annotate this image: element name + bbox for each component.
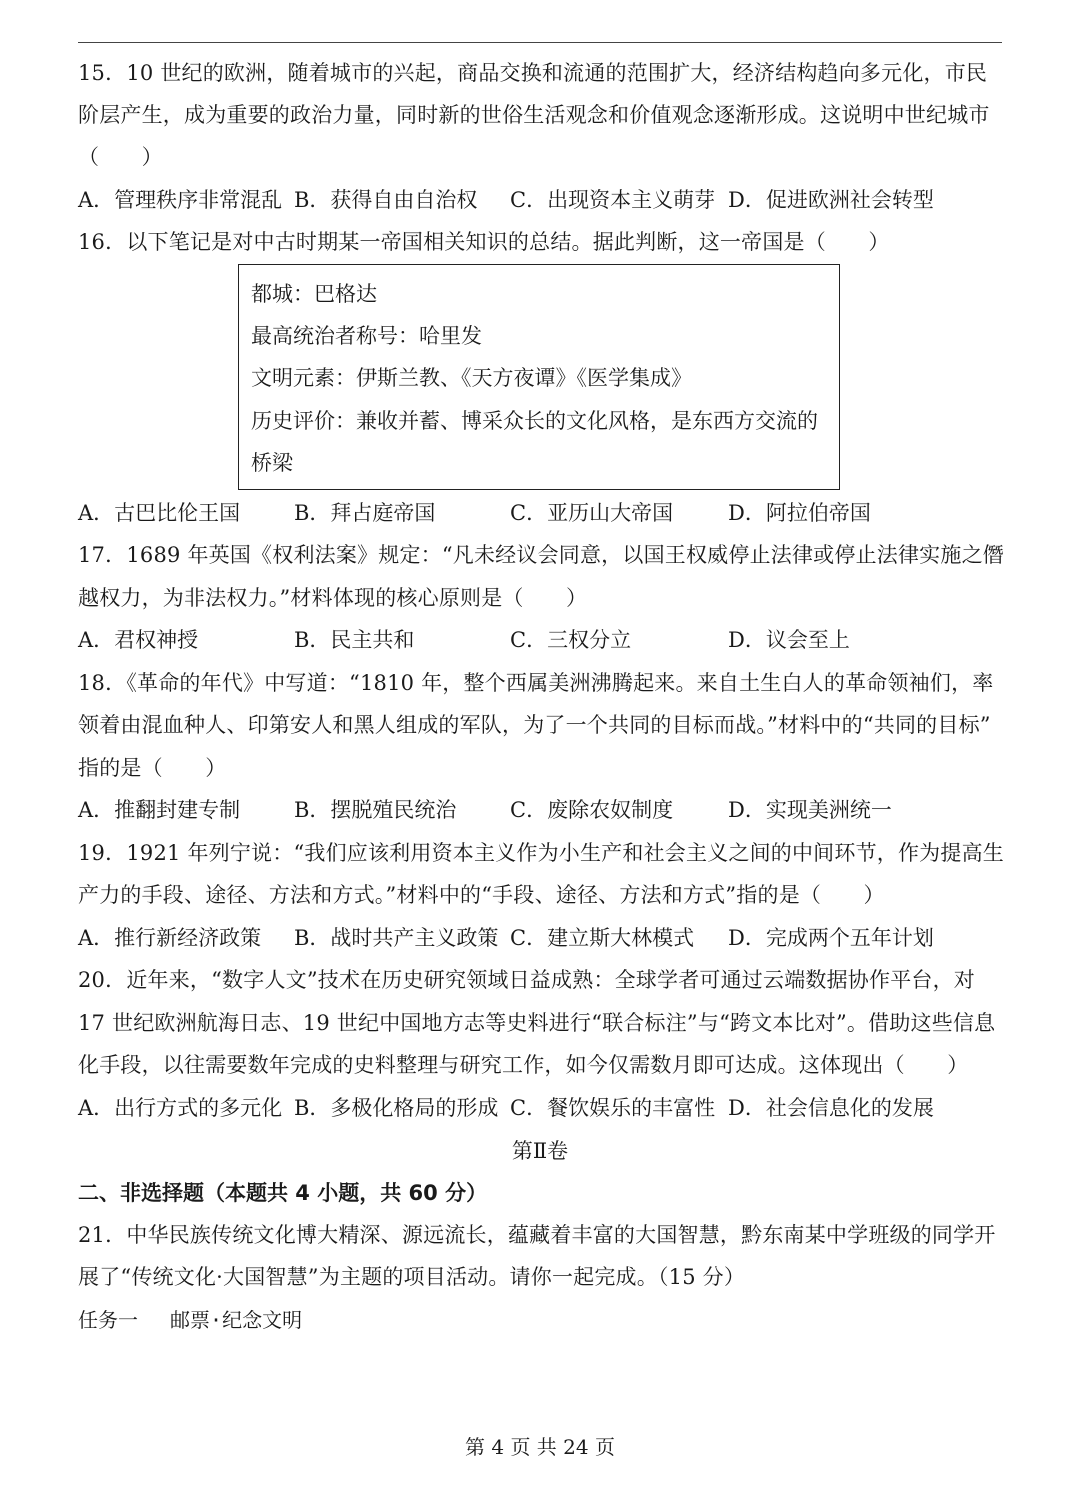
q19-option-d: D．完成两个五年计划 [728, 926, 934, 950]
q16-box-line-2: 最高统治者称号：哈里发 [251, 324, 482, 348]
q20-line-1: 20．近年来，“数字人文”技术在历史研究领域日益成熟：全球学者可通过云端数据协作平台，对 [78, 968, 975, 992]
section-title: 第Ⅱ卷 [511, 1139, 569, 1163]
q18-option-a: A．推翻封建专制 [78, 798, 241, 822]
q18-option-b: B．摆脱殖民统治 [294, 798, 457, 822]
q18-option-d: D．实现美洲统一 [728, 798, 892, 822]
q16-box-line-1: 都城：巴格达 [251, 282, 377, 306]
q21-line-1: 21．中华民族传统文化博大精深、源远流长，蕴藏着丰富的大国智慧，黔东南某中学班级的同学开 [78, 1223, 996, 1247]
q19-option-a: A．推行新经济政策 [78, 926, 262, 950]
q15-option-b: B．获得自由自治权 [294, 188, 478, 212]
q21-line-2: 展了“传统文化·大国智慧”为主题的项目活动。请你一起完成。（15 分） [78, 1265, 746, 1289]
q20-option-b: B．多极化格局的形成 [294, 1096, 499, 1120]
q15-option-d: D．促进欧洲社会转型 [728, 188, 934, 212]
q16-box-line-4: 历史评价：兼收并蓄、博采众长的文化风格，是东西方交流的 [251, 409, 818, 433]
q16-option-d: D．阿拉伯帝国 [728, 501, 871, 525]
q18-line-3: 指的是（ ） [78, 756, 227, 780]
q15-option-c: C．出现资本主义萌芽 [510, 188, 716, 212]
q19-line-1: 19．1921 年列宁说：“我们应该利用资本主义作为小生产和社会主义之间的中间环节，作为提高生 [78, 841, 1004, 865]
q20-option-d: D．社会信息化的发展 [728, 1096, 934, 1120]
q20-line-3: 化手段，以往需要数年完成的史料整理与研究工作，如今仅需数月即可达成。这体现出（ ） [78, 1053, 969, 1077]
q17-option-c: C．三权分立 [510, 628, 632, 652]
q16-option-c: C．亚历山大帝国 [510, 501, 674, 525]
q15-line-3: （ ） [78, 145, 163, 169]
q18-option-c: C．废除农奴制度 [510, 798, 674, 822]
q18-line-2: 领着由混血种人、印第安人和黑人组成的军队，为了一个共同的目标而战。”材料中的“共同的目标” [78, 713, 991, 737]
q17-option-a: A．君权神授 [78, 628, 199, 652]
q20-option-c: C．餐饮娱乐的丰富性 [510, 1096, 716, 1120]
q17-option-d: D．议会至上 [728, 628, 850, 652]
q19-option-c: C．建立斯大林模式 [510, 926, 695, 950]
q17-option-b: B．民主共和 [294, 628, 415, 652]
q19-line-2: 产力的手段、途径、方法和方式。”材料中的“手段、途径、方法和方式”指的是（ ） [78, 883, 885, 907]
q16-line-1: 16．以下笔记是对中古时期某一帝国相关知识的总结。据此判断，这一帝国是（ ） [78, 230, 890, 254]
q17-line-2: 越权力，为非法权力。”材料体现的核心原则是（ ） [78, 586, 588, 610]
q15-line-2: 阶层产生，成为重要的政治力量，同时新的世俗生活观念和价值观念逐渐形成。这说明中世纪城市 [78, 103, 990, 127]
q16-box-line-3: 文明元素：伊斯兰教、《天方夜谭》《医学集成》 [251, 366, 692, 390]
q20-line-2: 17 世纪欧洲航海日志、19 世纪中国地方志等史料进行“联合标注”与“跨文本比对”。借助这些信息 [78, 1011, 996, 1035]
q15-line-1: 15．10 世纪的欧洲，随着城市的兴起，商品交换和流通的范围扩大，经济结构趋向多元化，市民 [78, 61, 988, 85]
q18-line-1: 18．《革命的年代》中写道：“1810 年，整个西属美洲沸腾起来。来自土生白人的革命领袖们，率 [78, 671, 994, 695]
q16-option-a: A．古巴比伦王国 [78, 501, 241, 525]
q16-option-b: B．拜占庭帝国 [294, 501, 436, 525]
page-footer: 第 4 页 共 24 页 [465, 1435, 615, 1459]
q16-notes-box [238, 264, 840, 490]
part2-heading: 二、非选择题（本题共 4 小题，共 60 分） [78, 1181, 488, 1205]
q20-option-a: A．出行方式的多元化 [78, 1096, 283, 1120]
q15-option-a: A．管理秩序非常混乱 [78, 188, 283, 212]
q19-option-b: B．战时共产主义政策 [294, 926, 499, 950]
q16-box-line-5: 桥梁 [251, 451, 293, 475]
q17-line-1: 17．1689 年英国《权利法案》规定：“凡未经议会同意，以国王权威停止法律或停止法律实施之僭 [78, 543, 1004, 567]
q21-task-1: 任务一 邮票·纪念文明 [78, 1308, 303, 1332]
header-rule [78, 42, 1002, 43]
